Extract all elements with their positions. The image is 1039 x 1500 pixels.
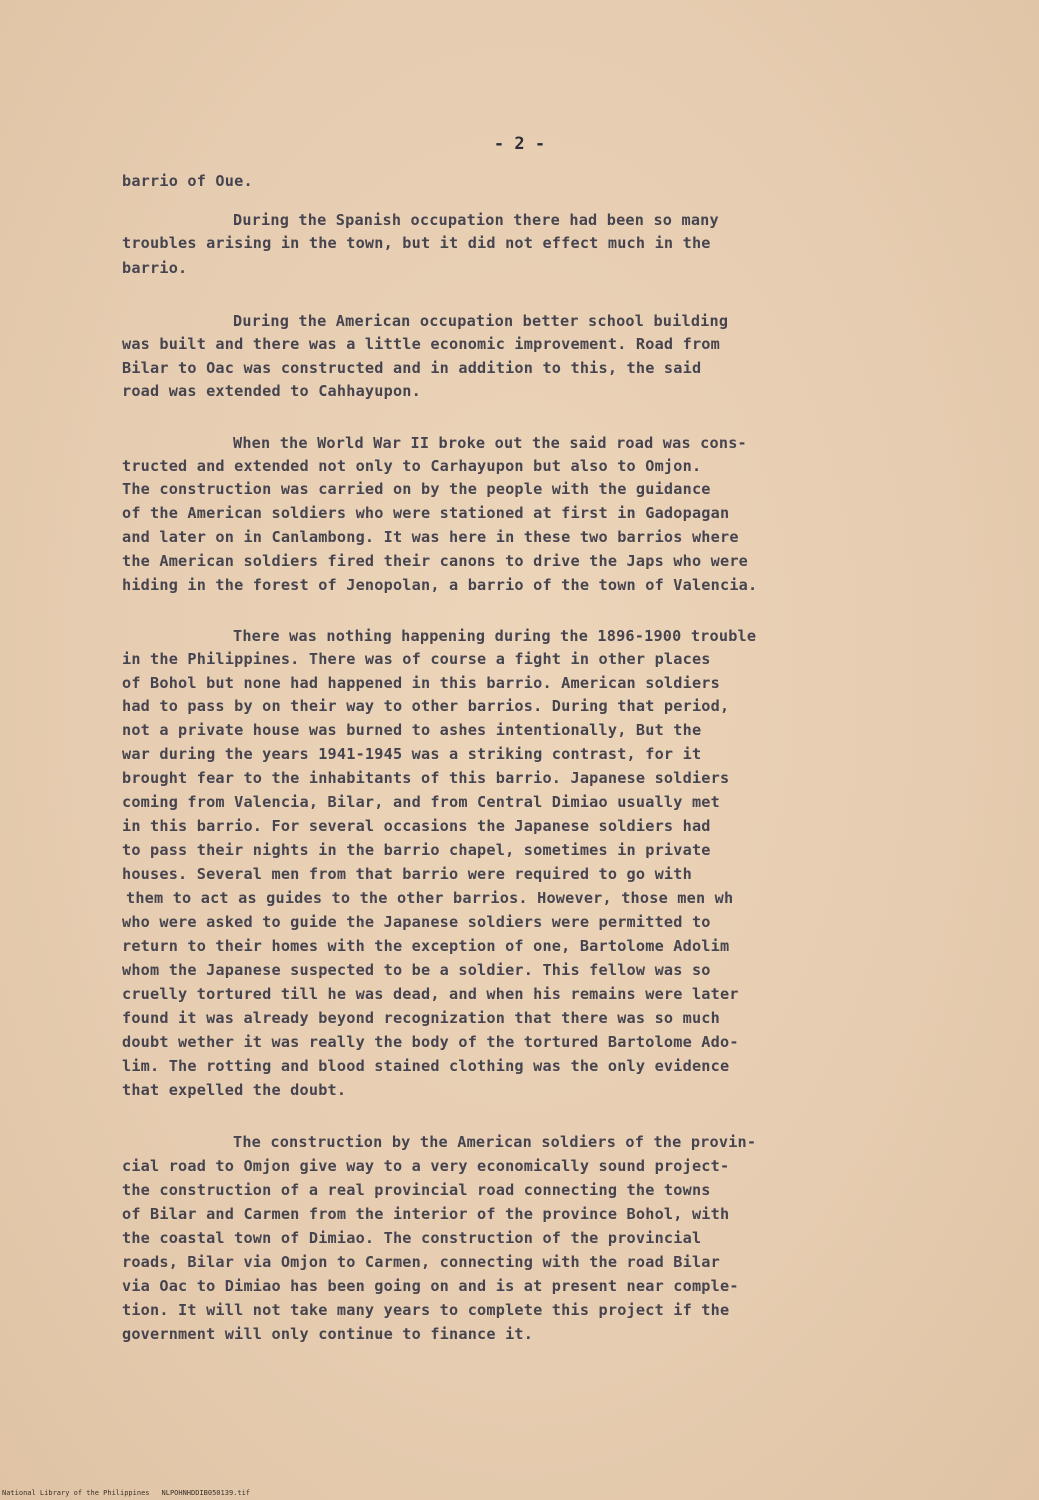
page-number: - 2 - [493, 134, 546, 154]
text-line: government will only continue to finance it. [122, 1325, 534, 1343]
text-line: found it was already beyond recognization that there was so much [122, 1009, 720, 1027]
text-line: tion. It will not take many years to complete this project if the [122, 1301, 730, 1319]
text-line: roads, Bilar via Omjon to Carmen, connecting with the road Bilar [122, 1253, 720, 1271]
text-line: Bilar to Oac was constructed and in addition to this, the said [122, 359, 702, 377]
text-line: of Bohol but none had happened in this barrio. American soldiers [122, 674, 720, 692]
text-line: troubles arising in the town, but it did not effect much in the [122, 234, 711, 252]
text-line: The construction by the American soldiers of the provin- [233, 1133, 757, 1151]
text-line: the American soldiers fired their canons to drive the Japs who were [122, 552, 749, 570]
text-line: houses. Several men from that barrio were required to go with [122, 865, 692, 883]
scan-footer [2, 1489, 262, 1498]
text-line: coming from Valencia, Bilar, and from Central Dimiao usually met [122, 793, 720, 811]
footer-filename: NLPOHNHDDIB050139.tif [161, 1489, 251, 1497]
text-line: The construction was carried on by the people with the guidance [122, 480, 711, 498]
text-line: that expelled the doubt. [122, 1081, 347, 1099]
text-line: and later on in Canlambong. It was here in these two barrios where [122, 528, 739, 546]
text-line: cial road to Omjon give way to a very economically sound project- [122, 1157, 730, 1175]
text-line: lim. The rotting and blood stained clothing was the only evidence [122, 1057, 730, 1075]
text-line: via Oac to Dimiao has been going on and is at present near comple- [122, 1277, 739, 1295]
text-line: had to pass by on their way to other barrios. During that period, [122, 697, 730, 715]
text-line: barrio of Oue. [122, 172, 253, 190]
text-line: There was nothing happening during the 1896-1900 trouble [233, 627, 757, 645]
text-line: hiding in the forest of Jenopolan, a barrio of the town of Valencia. [122, 576, 758, 594]
text-line: return to their homes with the exception of one, Bartolome Adolim [122, 937, 730, 955]
text-line: of Bilar and Carmen from the interior of the province Bohol, with [122, 1205, 730, 1223]
text-line: in the Philippines. There was of course a fight in other places [122, 650, 711, 668]
text-line: whom the Japanese suspected to be a soldier. This fellow was so [122, 961, 711, 979]
text-line: cruelly tortured till he was dead, and when his remains were later [122, 985, 739, 1003]
text-line: the coastal town of Dimiao. The construction of the provincial [122, 1229, 702, 1247]
text-line: barrio. [122, 259, 188, 277]
text-line: of the American soldiers who were stationed at first in Gadopagan [122, 504, 730, 522]
text-line: During the Spanish occupation there had been so many [233, 211, 719, 229]
text-line: tructed and extended not only to Carhayupon but also to Omjon. [122, 457, 702, 475]
text-line: who were asked to guide the Japanese soldiers were permitted to [122, 913, 711, 931]
text-line: not a private house was burned to ashes intentionally, But the [122, 721, 702, 739]
text-line: the construction of a real provincial road connecting the towns [122, 1181, 711, 1199]
text-line: doubt wether it was really the body of the tortured Bartolome Ado- [122, 1033, 739, 1051]
text-line: was built and there was a little economic improvement. Road from [122, 335, 720, 353]
text-line: When the World War II broke out the said road was cons- [233, 434, 747, 452]
text-line: During the American occupation better school building [233, 312, 729, 330]
footer-library: National Library of the Philippines [2, 1489, 150, 1497]
text-line: war during the years 1941-1945 was a striking contrast, for it [122, 745, 702, 763]
text-line: them to act as guides to the other barrios. However, those men wh [126, 889, 734, 907]
text-line: in this barrio. For several occasions the Japanese soldiers had [122, 817, 711, 835]
text-line: to pass their nights in the barrio chapel, sometimes in private [122, 841, 711, 859]
text-line: road was extended to Cahhayupon. [122, 382, 421, 400]
text-line: brought fear to the inhabitants of this barrio. Japanese soldiers [122, 769, 730, 787]
